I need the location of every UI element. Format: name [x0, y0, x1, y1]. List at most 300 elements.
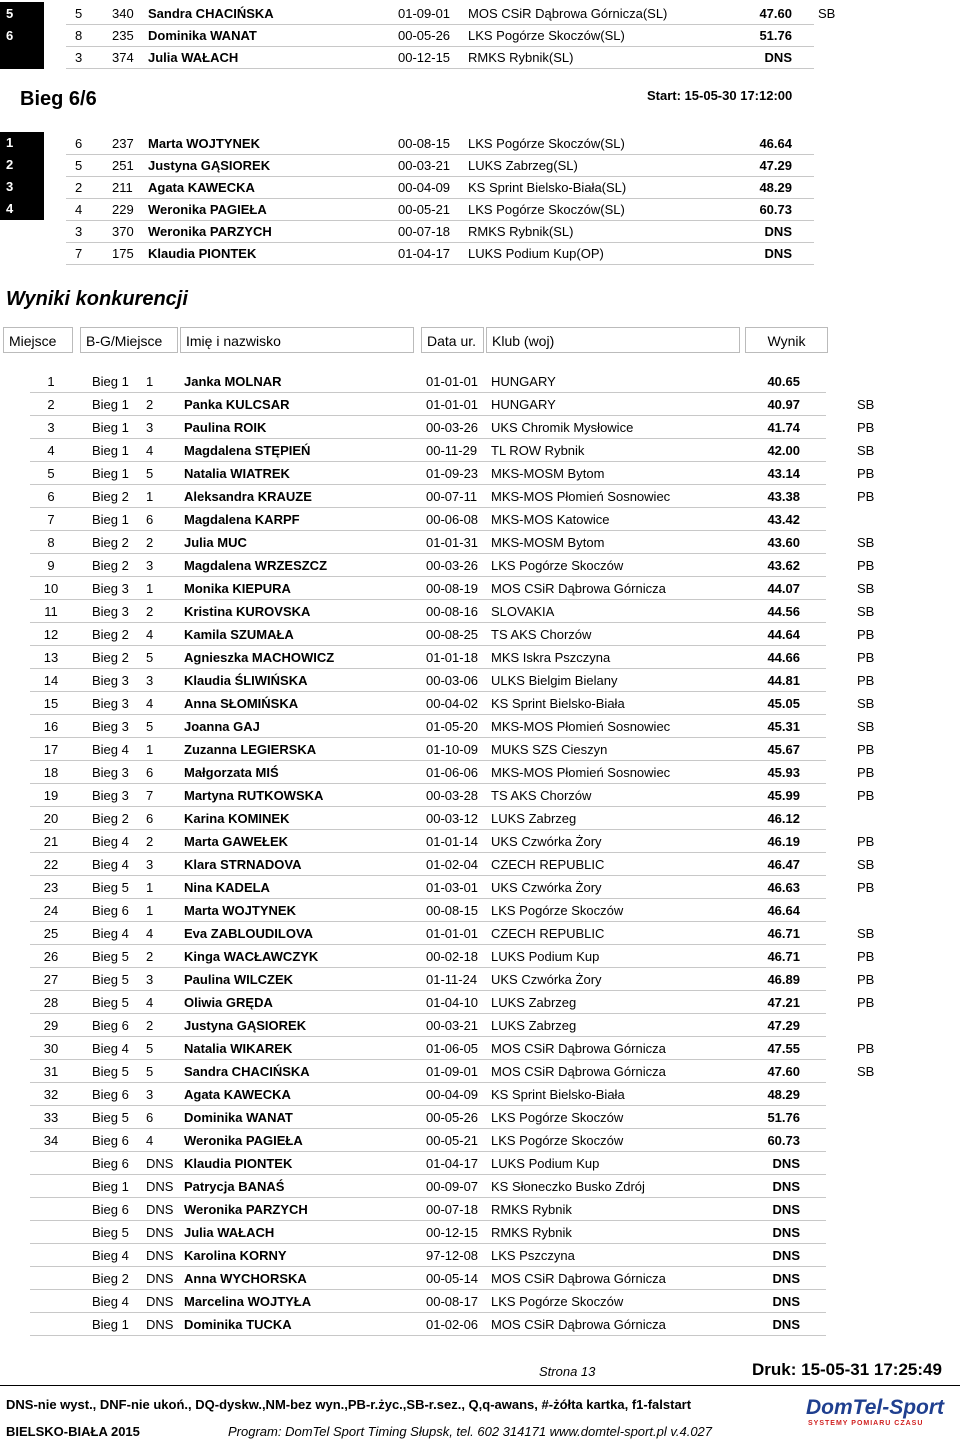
table-row: [0, 1175, 960, 1198]
club: HUNGARY: [491, 374, 556, 389]
table-row: [0, 154, 960, 177]
club: LKS Pszczyna: [491, 1248, 575, 1263]
result: 43.14: [767, 466, 800, 481]
athlete-name: Dominika WANAT: [184, 1110, 293, 1125]
heat-place: 1: [146, 880, 154, 895]
athlete-name: Dominika WANAT: [148, 28, 257, 43]
club: MUKS SZS Cieszyn: [491, 742, 608, 757]
heat-number: Bieg 1: [92, 397, 129, 412]
place-number: 2: [6, 157, 14, 172]
bib-number: 370: [112, 224, 134, 239]
heat-number: Bieg 3: [92, 719, 129, 734]
final-place: 17: [43, 742, 59, 757]
final-place: 20: [43, 811, 59, 826]
bib-number: 211: [112, 180, 133, 195]
record-note: SB: [857, 581, 875, 596]
table-row: [0, 370, 960, 393]
birth-date: 00-08-15: [398, 136, 451, 151]
final-place: 3: [47, 420, 55, 435]
club: LUKS Zabrzeg(SL): [468, 158, 578, 173]
table-row: [0, 24, 960, 47]
heat-place: 4: [146, 995, 154, 1010]
athlete-name: Paulina WILCZEK: [184, 972, 294, 987]
club: LKS Pogórze Skoczów(SL): [468, 28, 625, 43]
final-place: 27: [43, 972, 59, 987]
record-note: PB: [857, 972, 875, 987]
result: 45.31: [767, 719, 800, 734]
result: 46.47: [767, 857, 800, 872]
birth-date: 00-06-08: [426, 512, 479, 527]
result: 46.71: [767, 949, 800, 964]
heat-number: Bieg 3: [92, 604, 129, 619]
birth-date: 01-11-24: [426, 972, 478, 987]
domtel-logo: [806, 1396, 954, 1432]
place-number: 6: [6, 28, 14, 43]
heat-number: Bieg 2: [92, 489, 129, 504]
heat-place: 3: [146, 673, 154, 688]
heat-place: 3: [146, 857, 154, 872]
birth-date: 00-12-15: [426, 1225, 479, 1240]
place-number: 4: [6, 201, 14, 216]
birth-date: 01-09-01: [426, 1064, 479, 1079]
heat-number: Bieg 2: [92, 627, 129, 642]
location-label: BIELSKO-BIAŁA 2015: [6, 1424, 140, 1439]
final-place: 23: [43, 880, 59, 895]
final-place: 15: [43, 696, 59, 711]
record-note: PB: [857, 834, 875, 849]
heat-number: Bieg 5: [92, 972, 129, 987]
athlete-name: Agata KAWECKA: [148, 180, 255, 195]
table-row: [0, 1221, 960, 1244]
table-row: [0, 669, 960, 692]
heat-place: 5: [146, 719, 154, 734]
heat-number: Bieg 4: [92, 1294, 129, 1309]
athlete-name: Agata KAWECKA: [184, 1087, 291, 1102]
birth-date: 00-03-21: [426, 1018, 479, 1033]
result: 47.29: [767, 1018, 800, 1033]
club: RMKS Rybnik: [491, 1225, 572, 1240]
club: UKS Chromik Mysłowice: [491, 420, 634, 435]
heat-number: Bieg 6: [92, 1156, 129, 1171]
bib-number: 251: [112, 158, 134, 173]
result: 48.29: [767, 1087, 800, 1102]
record-note: SB: [857, 535, 875, 550]
result: 47.29: [759, 158, 792, 173]
place-cell: [0, 46, 44, 69]
athlete-name: Joanna GAJ: [184, 719, 260, 734]
heat-number: Bieg 4: [92, 834, 129, 849]
heat-place: 2: [146, 604, 154, 619]
club: UKS Czwórka Żory: [491, 880, 602, 895]
lane: 3: [75, 224, 83, 239]
birth-date: 00-08-15: [426, 903, 479, 918]
athlete-name: Justyna GĄSIOREK: [148, 158, 271, 173]
result: DNS: [772, 1156, 800, 1171]
birth-date: 01-02-06: [426, 1317, 479, 1332]
table-row: [0, 462, 960, 485]
table-row: [0, 2, 960, 25]
bib-number: 229: [112, 202, 134, 217]
record-note: SB: [857, 1064, 875, 1079]
result: 46.12: [767, 811, 800, 826]
record-note: SB: [818, 6, 836, 21]
athlete-name: Julia MUC: [184, 535, 247, 550]
birth-date: 00-05-21: [426, 1133, 479, 1148]
birth-date: 01-09-01: [398, 6, 451, 21]
table-row: [0, 646, 960, 669]
table-row: [0, 198, 960, 221]
final-place: 29: [43, 1018, 59, 1033]
heat-number: Bieg 6: [92, 1202, 129, 1217]
result: 47.55: [767, 1041, 800, 1056]
club: LKS Pogórze Skoczów(SL): [468, 136, 625, 151]
club: LKS Pogórze Skoczów: [491, 1110, 624, 1125]
place-number: 3: [6, 179, 14, 194]
birth-date: 01-04-17: [426, 1156, 479, 1171]
result: DNS: [772, 1271, 800, 1286]
athlete-name: Janka MOLNAR: [184, 374, 282, 389]
club: LUKS Zabrzeg: [491, 811, 577, 826]
athlete-name: Marcelina WOJTYŁA: [184, 1294, 312, 1309]
heat-number: Bieg 1: [92, 443, 129, 458]
result: 46.63: [767, 880, 800, 895]
result: 60.73: [767, 1133, 800, 1148]
heat-number: Bieg 1: [92, 466, 129, 481]
result: 43.60: [767, 535, 800, 550]
club: LUKS Podium Kup(OP): [468, 246, 604, 261]
birth-date: 00-03-28: [426, 788, 479, 803]
athlete-name: Klara STRNADOVA: [184, 857, 302, 872]
result: 51.76: [767, 1110, 800, 1125]
result: 47.60: [767, 1064, 800, 1079]
athlete-name: Natalia WIATREK: [184, 466, 290, 481]
final-place: 1: [47, 374, 55, 389]
birth-date: 01-01-14: [426, 834, 479, 849]
result: 40.65: [767, 374, 800, 389]
table-row: [0, 692, 960, 715]
final-place: 31: [43, 1064, 59, 1079]
result: 44.66: [767, 650, 800, 665]
heat-place: 2: [146, 535, 154, 550]
record-note: PB: [857, 788, 875, 803]
birth-date: 00-05-26: [398, 28, 451, 43]
result: DNS: [772, 1248, 800, 1263]
birth-date: 00-09-07: [426, 1179, 479, 1194]
athlete-name: Patrycja BANAŚ: [184, 1179, 285, 1194]
birth-date: 01-01-01: [426, 397, 479, 412]
table-row: [0, 1106, 960, 1129]
birth-date: 01-06-05: [426, 1041, 479, 1056]
birth-date: 00-05-21: [398, 202, 451, 217]
club: MOS CSiR Dąbrowa Górnicza(SL): [468, 6, 668, 21]
heat-place: 4: [146, 1133, 154, 1148]
heat-number: Bieg 3: [92, 788, 129, 803]
birth-date: 01-01-01: [426, 926, 479, 941]
result: 46.19: [767, 834, 800, 849]
heat-place: 6: [146, 765, 154, 780]
final-place: 26: [43, 949, 59, 964]
athlete-name: Sandra CHACIŃSKA: [148, 6, 274, 21]
heat-place: 4: [146, 696, 154, 711]
table-row: [0, 899, 960, 922]
final-place: 21: [43, 834, 59, 849]
table-row: [0, 1083, 960, 1106]
legend-text: DNS-nie wyst., DNF-nie ukoń., DQ-dyskw.,NM-bez wyn.,PB-r.życ.,SB-r.sez., Q,q-awans, #-żółta kartka, f1-falstart: [6, 1397, 692, 1412]
birth-date: 01-01-18: [426, 650, 479, 665]
heat-place: DNS: [146, 1271, 174, 1286]
final-place: 10: [43, 581, 59, 596]
table-row: [0, 922, 960, 945]
birth-date: 00-08-16: [426, 604, 479, 619]
table-row: [0, 393, 960, 416]
final-place: 18: [43, 765, 59, 780]
birth-date: 00-08-19: [426, 581, 479, 596]
table-row: [0, 738, 960, 761]
athlete-name: Klaudia PIONTEK: [184, 1156, 293, 1171]
athlete-name: Weronika PAGIEŁA: [184, 1133, 303, 1148]
record-note: PB: [857, 558, 875, 573]
club: KS Sprint Bielsko-Biała(SL): [468, 180, 627, 195]
record-note: PB: [857, 466, 875, 481]
heat-place: DNS: [146, 1179, 174, 1194]
athlete-name: Marta WOJTYNEK: [184, 903, 296, 918]
table-row: [0, 807, 960, 830]
birth-date: 00-05-26: [426, 1110, 479, 1125]
heat-number: Bieg 5: [92, 880, 129, 895]
heat-title: Bieg 6/6: [20, 88, 97, 110]
result: 45.99: [767, 788, 800, 803]
club: LKS Pogórze Skoczów: [491, 558, 624, 573]
lane: 5: [75, 6, 83, 21]
birth-date: 01-05-20: [426, 719, 479, 734]
record-note: PB: [857, 420, 875, 435]
heat-place: 2: [146, 949, 154, 964]
club: LKS Pogórze Skoczów: [491, 903, 624, 918]
club: HUNGARY: [491, 397, 556, 412]
table-row: [0, 577, 960, 600]
table-row: [0, 876, 960, 899]
record-note: PB: [857, 742, 875, 757]
place-cell: [0, 24, 44, 47]
bib-number: 374: [112, 50, 134, 65]
birth-date: 00-04-09: [398, 180, 451, 195]
heat-number: Bieg 1: [92, 512, 129, 527]
record-note: PB: [857, 673, 875, 688]
birth-date: 01-02-04: [426, 857, 479, 872]
heat-place: DNS: [146, 1156, 174, 1171]
athlete-name: Anna WYCHORSKA: [184, 1271, 307, 1286]
athlete-name: Julia WAŁACH: [148, 50, 239, 65]
heat-place: DNS: [146, 1248, 174, 1263]
birth-date: 00-05-14: [426, 1271, 479, 1286]
heat-number: Bieg 6: [92, 903, 129, 918]
club: KS Sprint Bielsko-Biała: [491, 1087, 625, 1102]
birth-date: 00-11-29: [426, 443, 478, 458]
final-place: 11: [44, 604, 58, 619]
heat-number: Bieg 2: [92, 535, 129, 550]
record-note: PB: [857, 995, 875, 1010]
table-row: [0, 1198, 960, 1221]
birth-date: 01-10-09: [426, 742, 479, 757]
heat-place: DNS: [146, 1225, 174, 1240]
club: LUKS Zabrzeg: [491, 1018, 577, 1033]
table-row: [0, 784, 960, 807]
club: MKS-MOSM Bytom: [491, 535, 605, 550]
result: DNS: [772, 1294, 800, 1309]
record-note: SB: [857, 443, 875, 458]
heat-place: 6: [146, 811, 154, 826]
table-row: [0, 242, 960, 265]
club: LKS Pogórze Skoczów: [491, 1133, 624, 1148]
athlete-name: Martyna RUTKOWSKA: [184, 788, 324, 803]
club: RMKS Rybnik(SL): [468, 224, 574, 239]
birth-date: 01-03-01: [426, 880, 479, 895]
result: 45.93: [767, 765, 800, 780]
heat-number: Bieg 4: [92, 1041, 129, 1056]
final-place: 8: [47, 535, 55, 550]
final-place: 24: [43, 903, 59, 918]
club: CZECH REPUBLIC: [491, 926, 605, 941]
result: 51.76: [759, 28, 792, 43]
table-row: [0, 1129, 960, 1152]
results-section-title: Wyniki konkurencji: [6, 288, 188, 310]
birth-date: 00-03-26: [426, 558, 479, 573]
record-note: SB: [857, 719, 875, 734]
birth-date: 01-09-23: [426, 466, 479, 481]
final-place: 25: [43, 926, 59, 941]
table-row: [0, 485, 960, 508]
result: 44.56: [767, 604, 800, 619]
bib-number: 175: [112, 246, 134, 261]
club: LUKS Zabrzeg: [491, 995, 577, 1010]
heat-place: 1: [146, 903, 154, 918]
result: 45.67: [767, 742, 800, 757]
athlete-name: Paulina ROIK: [184, 420, 267, 435]
result: 43.38: [767, 489, 800, 504]
club: MKS-MOS Katowice: [491, 512, 610, 527]
table-row: [0, 1014, 960, 1037]
result: 44.64: [767, 627, 800, 642]
final-place: 33: [43, 1110, 59, 1125]
cell-underline: [66, 264, 814, 265]
result: DNS: [764, 224, 792, 239]
heat-place: 7: [146, 788, 154, 803]
result: 46.64: [767, 903, 800, 918]
heat-place: 4: [146, 627, 154, 642]
program-info: Program: DomTel Sport Timing Słupsk, tel. 602 314171 www.domtel-sport.pl v.4.027: [228, 1424, 713, 1439]
table-row: [0, 554, 960, 577]
birth-date: 00-12-15: [398, 50, 451, 65]
table-row: [0, 1152, 960, 1175]
lane: 6: [75, 136, 83, 151]
table-row: [0, 132, 960, 155]
place-cell: [0, 2, 44, 25]
heat-number: Bieg 3: [92, 673, 129, 688]
heat-number: Bieg 1: [92, 1317, 129, 1332]
athlete-name: Justyna GĄSIOREK: [184, 1018, 307, 1033]
print-timestamp: Druk: 15-05-31 17:25:49: [752, 1360, 942, 1379]
result: DNS: [772, 1225, 800, 1240]
heat-number: Bieg 4: [92, 857, 129, 872]
result: 43.42: [767, 512, 800, 527]
final-place: 6: [47, 489, 55, 504]
final-place: 30: [43, 1041, 59, 1056]
heat-place: 4: [146, 926, 154, 941]
table-row: [0, 220, 960, 243]
athlete-name: Karolina KORNY: [184, 1248, 287, 1263]
club: MKS-MOS Płomień Sosnowiec: [491, 765, 671, 780]
birth-date: 00-08-17: [426, 1294, 479, 1309]
birth-date: 00-08-25: [426, 627, 479, 642]
final-place: 16: [43, 719, 59, 734]
header-club: Klub (woj): [486, 327, 740, 353]
club: MKS-MOS Płomień Sosnowiec: [491, 489, 671, 504]
result: 60.73: [759, 202, 792, 217]
result: DNS: [772, 1317, 800, 1332]
club: LUKS Podium Kup: [491, 1156, 600, 1171]
heat-number: Bieg 3: [92, 581, 129, 596]
birth-date: 00-07-11: [426, 489, 478, 504]
heat-number: Bieg 2: [92, 1271, 129, 1286]
result: 41.74: [767, 420, 800, 435]
birth-date: 00-04-02: [426, 696, 479, 711]
club: LUKS Podium Kup: [491, 949, 600, 964]
athlete-name: Magdalena WRZESZCZ: [184, 558, 328, 573]
heat-place: 3: [146, 972, 154, 987]
heat-number: Bieg 5: [92, 995, 129, 1010]
club: MKS-MOSM Bytom: [491, 466, 605, 481]
athlete-name: Julia WAŁACH: [184, 1225, 275, 1240]
header-heat: B-G/Miejsce: [80, 327, 178, 353]
athlete-name: Weronika PARZYCH: [148, 224, 272, 239]
athlete-name: Zuzanna LEGIERSKA: [184, 742, 317, 757]
club: SLOVAKIA: [491, 604, 555, 619]
birth-date: 00-04-09: [426, 1087, 479, 1102]
bib-number: 235: [112, 28, 134, 43]
heat-number: Bieg 6: [92, 1087, 129, 1102]
heat-number: Bieg 2: [92, 558, 129, 573]
table-row: [0, 1290, 960, 1313]
place-number: 1: [6, 135, 14, 150]
birth-date: 00-03-26: [426, 420, 479, 435]
birth-date: 97-12-08: [426, 1248, 479, 1263]
final-place: 5: [47, 466, 55, 481]
heat-place: 6: [146, 512, 154, 527]
result: 48.29: [759, 180, 792, 195]
athlete-name: Natalia WIKAREK: [184, 1041, 293, 1056]
heat-number: Bieg 3: [92, 765, 129, 780]
result: 40.97: [767, 397, 800, 412]
lane: 3: [75, 50, 83, 65]
club: LKS Pogórze Skoczów: [491, 1294, 624, 1309]
athlete-name: Aleksandra KRAUZE: [184, 489, 312, 504]
table-row: [0, 1037, 960, 1060]
heat-place: 1: [146, 581, 154, 596]
club: RMKS Rybnik(SL): [468, 50, 574, 65]
cell-underline: [66, 68, 814, 69]
lane: 2: [75, 180, 83, 195]
club: MOS CSiR Dąbrowa Górnicza: [491, 1271, 666, 1286]
club: LKS Pogórze Skoczów(SL): [468, 202, 625, 217]
record-note: SB: [857, 696, 875, 711]
table-row: [0, 176, 960, 199]
result: 46.64: [759, 136, 792, 151]
athlete-name: Marta GAWEŁEK: [184, 834, 289, 849]
heat-number: Bieg 5: [92, 949, 129, 964]
birth-date: 01-04-10: [426, 995, 479, 1010]
heat-number: Bieg 4: [92, 926, 129, 941]
final-place: 32: [43, 1087, 59, 1102]
